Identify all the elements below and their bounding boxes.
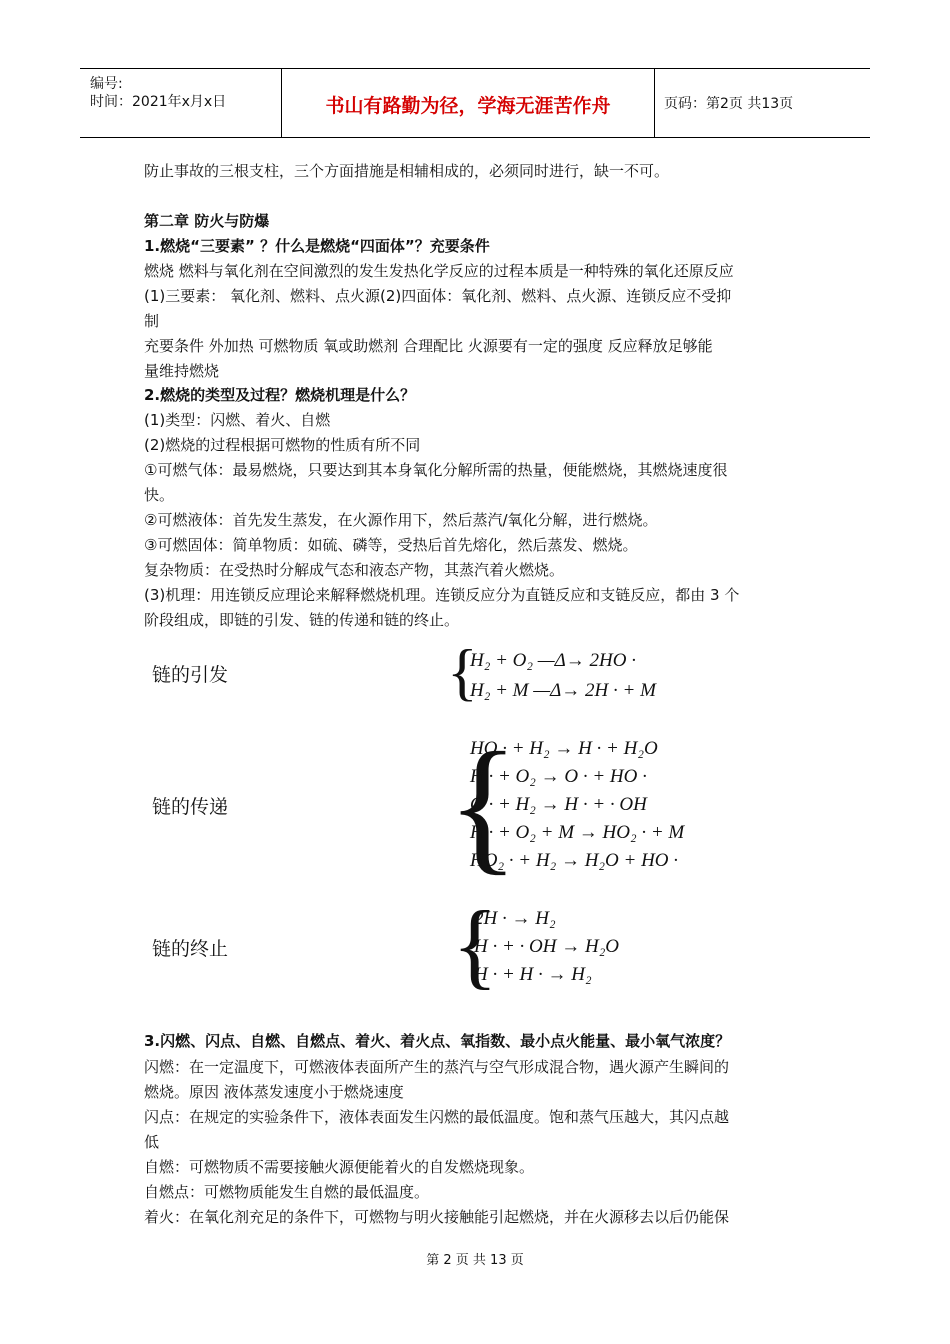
text-line: 着火：在氧化剂充足的条件下，可燃物与明火接触能引起燃烧，并在火源移去以后仍能保: [144, 1208, 730, 1226]
text-line: 阶段组成，即链的引发、链的传递和链的终止。: [144, 611, 460, 629]
text-line: 量维持燃烧: [144, 362, 220, 380]
text-line: ③可燃固体：简单物质：如硫、磷等，受热后首先熔化，然后蒸发、燃烧。: [144, 536, 638, 554]
text-line: 自燃：可燃物质不需要接触火源便能着火的自发燃烧现象。: [144, 1158, 535, 1176]
text-line: 闪点：在规定的实验条件下，液体表面发生闪燃的最低温度。饱和蒸气压越大，其闪点越: [144, 1108, 730, 1126]
text-line: (3)机理：用连锁反应理论来解释燃烧机理。连锁反应分为直链反应和支链反应，都由 3 个: [144, 586, 740, 604]
text-line: (2)燃烧的过程根据可燃物的性质有所不同: [144, 436, 421, 454]
header-left-cell: [80, 69, 280, 137]
equation: O · + H₂ → H · + · OH: [470, 794, 647, 815]
header-right-cell: [654, 69, 870, 137]
equation: HO₂ · + H₂ → H₂O + HO ·: [470, 850, 679, 871]
equation: H · + H · → H₂: [474, 964, 592, 985]
text-line: 闪燃：在一定温度下，可燃液体表面所产生的蒸汽与空气形成混合物，遇火源产生瞬间的: [144, 1058, 730, 1076]
motto: 书山有路勤为径，学海无涯苦作舟: [325, 95, 611, 117]
equation: H · + O₂ → O · + HO ·: [470, 766, 647, 787]
chapter-title: 第二章 防火与防爆: [144, 212, 270, 230]
text-line: ①可燃气体：最易燃烧，只要达到其本身氧化分解所需的热量，便能燃烧，其燃烧速度很: [144, 461, 728, 479]
text-line: 燃烧 燃料与氧化剂在空间激烈的发生发热化学反应的过程本质是一种特殊的氧化还原反应: [144, 262, 734, 280]
text-line: 快。: [144, 486, 175, 504]
chain-termination-label: 链的终止: [152, 938, 229, 960]
question-heading: 3.闪燃、闪点、自燃、自燃点、着火、着火点、氧指数、最小点火能量、最小氧气浓度？: [144, 1032, 731, 1050]
page-info: 页码：第2页 共13页: [664, 96, 794, 112]
question-heading: 2.燃烧的类型及过程？燃烧机理是什么？: [144, 386, 416, 404]
text-line: 制: [144, 312, 160, 330]
left-brace: {: [447, 722, 519, 888]
chain-propagation-label: 链的传递: [152, 796, 229, 818]
text-line: 防止事故的三根支柱，三个方面措施是相辅相成的，必须同时进行，缺一不可。: [144, 162, 670, 180]
left-brace: {: [452, 891, 499, 998]
text-line: 充要条件 外加热 可燃物质 氧或助燃剂 合理配比 火源要有一定的强度 反应释放足够能: [144, 337, 713, 355]
text-line: 自燃点：可燃物质能发生自燃的最低温度。: [144, 1183, 430, 1201]
text-line: (1)类型：闪燃、着火、自燃: [144, 411, 331, 429]
equation: 2H · → H₂: [474, 908, 556, 929]
text-line: (1)三要素： 氧化剂、燃料、点火源(2)四面体：氧化剂、燃料、点火源、连锁反应不受抑: [144, 287, 732, 305]
text-line: 复杂物质：在受热时分解成气态和液态产物，其蒸汽着火燃烧。: [144, 561, 565, 579]
equation: H · + O₂ + M → HO₂ · + M: [470, 822, 685, 843]
text-line: 低: [144, 1133, 160, 1151]
equation: H₂ + O₂ —Δ→ 2HO ·: [470, 650, 636, 671]
equation: HO · + H₂ → H · + H₂O: [470, 738, 658, 759]
text-line: ②可燃液体：首先发生蒸发，在火源作用下，然后蒸汽/氧化分解，进行燃烧。: [144, 511, 658, 529]
text-line: 燃烧。原因 液体蒸发速度小于燃烧速度: [144, 1083, 404, 1101]
header-motto-cell: [281, 69, 655, 137]
chain-initiation-label: 链的引发: [152, 664, 229, 686]
doc-number-label: 编号:: [90, 76, 123, 92]
left-brace: {: [447, 636, 478, 707]
doc-time-label: 时间：2021年x月x日: [90, 94, 227, 110]
question-heading: 1.燃烧“三要素” ？什么是燃烧“四面体”？充要条件: [144, 237, 490, 255]
page-header: [80, 68, 870, 138]
equation: H · + · OH → H₂O: [474, 936, 620, 957]
page-footer: 第 2 页 共 13 页: [426, 1253, 524, 1268]
equation: H₂ + M —Δ→ 2H · + M: [470, 680, 656, 701]
